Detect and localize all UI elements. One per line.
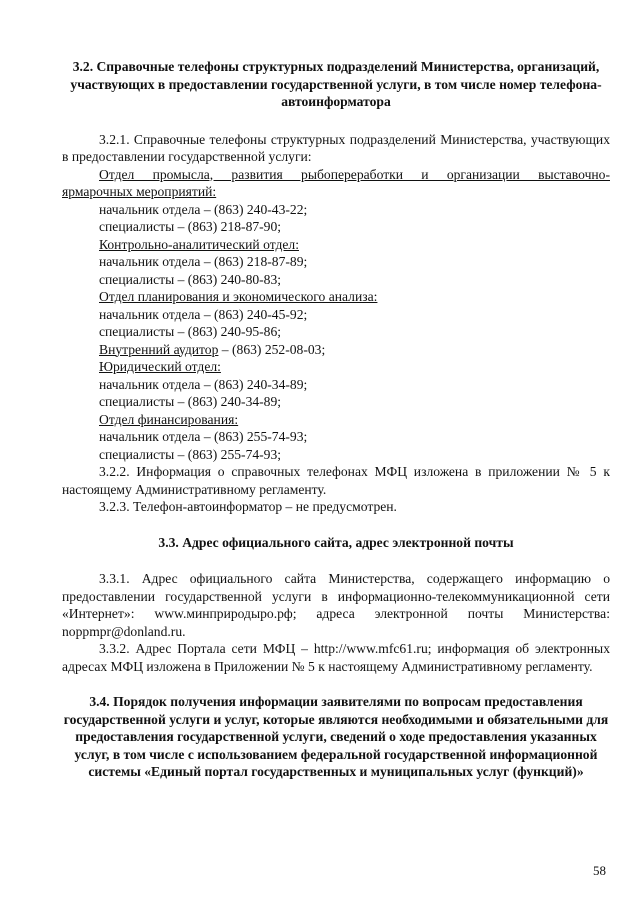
- dept5-head-phone: начальник отдела – (863) 255-74-93;: [99, 429, 308, 444]
- dept1-title-line1: Отдел промысла, развития рыбопереработки и организации выставочно-: [99, 166, 610, 182]
- dept3-title: Отдел планирования и экономического анализа:: [99, 289, 378, 304]
- paragraph-3-3-2: 3.3.2. Адрес Портала сети МФЦ – http://www.mfc61.ru; информация об электронных адресах МФЦ изложена в Приложении № 5 к настоящему Административному регламенту.: [62, 641, 610, 674]
- dept1-head-phone: начальник отдела – (863) 240-43-22;: [99, 201, 308, 217]
- dept1-spec-phone: специалисты – (863) 218-87-90;: [99, 219, 282, 234]
- dept2-title: Контрольно-аналитический отдел:: [99, 236, 299, 252]
- dept5-spec-phone: специалисты – (863) 255-74-93;: [99, 446, 282, 462]
- dept4-head-phone: начальник отдела – (863) 240-34-89;: [99, 376, 308, 392]
- page-number: 58: [593, 863, 606, 878]
- page-content: [62, 58, 610, 781]
- paragraph-3-2-3: 3.2.3. Телефон-автоинформатор – не предусмотрен.: [99, 499, 397, 514]
- section-3-3-heading: 3.3. Адрес официального сайта, адрес электронной почты: [158, 534, 514, 550]
- dept4-title: Юридический отдел:: [99, 359, 221, 374]
- dept2-head-phone: начальник отдела – (863) 218-87-89;: [99, 254, 308, 269]
- dept5-title: Отдел финансирования:: [99, 411, 239, 427]
- dept4-spec-phone: специалисты – (863) 240-34-89;: [99, 394, 282, 409]
- auditor-phone: – (863) 252-08-03;: [218, 341, 326, 357]
- dept1-title-line2: ярмарочных мероприятий:: [62, 184, 217, 199]
- paragraph-3-3-1: 3.3.1. Адрес официального сайта Министерства, содержащего информацию о предоставлении государственной услуги в информационно-телекоммуникационной сети «Интернет»: www.минприродыро.рф; адреса электронной почты Министерства: noppmpr@donland.ru.: [62, 571, 610, 639]
- paragraph-3-2-2: 3.2.2. Информация о справочных телефонах МФЦ изложена в приложении № 5 к настоящему Административному регламенту.: [62, 464, 610, 497]
- dept3-head-phone: начальник отдела – (863) 240-45-92;: [99, 306, 308, 322]
- dept3-spec-phone: специалисты – (863) 240-95-86;: [99, 324, 282, 339]
- section-3-2-heading: 3.2. Справочные телефоны структурных подразделений Министерства, организаций, участвующих в предоставлении государственной услуги, в том числе номер телефона-автоинформатора: [70, 59, 602, 109]
- paragraph-3-2-1: 3.2.1. Справочные телефоны структурных подразделений Министерства, участвующих в предоставлении государственной услуги:: [62, 131, 610, 164]
- dept2-spec-phone: специалисты – (863) 240-80-83;: [99, 271, 282, 287]
- section-3-4-heading: 3.4. Порядок получения информации заявителями по вопросам предоставления государственной услуги и услуг, которые являются необходимыми и обязательными для предоставления государственной услуги, сведений о ходе предоставления указанных услуг, в том числе с использованием федеральной государственной информационной системы «Единый портал государственных и муниципальных услуг (функций)»: [63, 694, 609, 779]
- auditor-line: [99, 341, 610, 359]
- auditor-title: Внутренний аудитор: [99, 341, 219, 357]
